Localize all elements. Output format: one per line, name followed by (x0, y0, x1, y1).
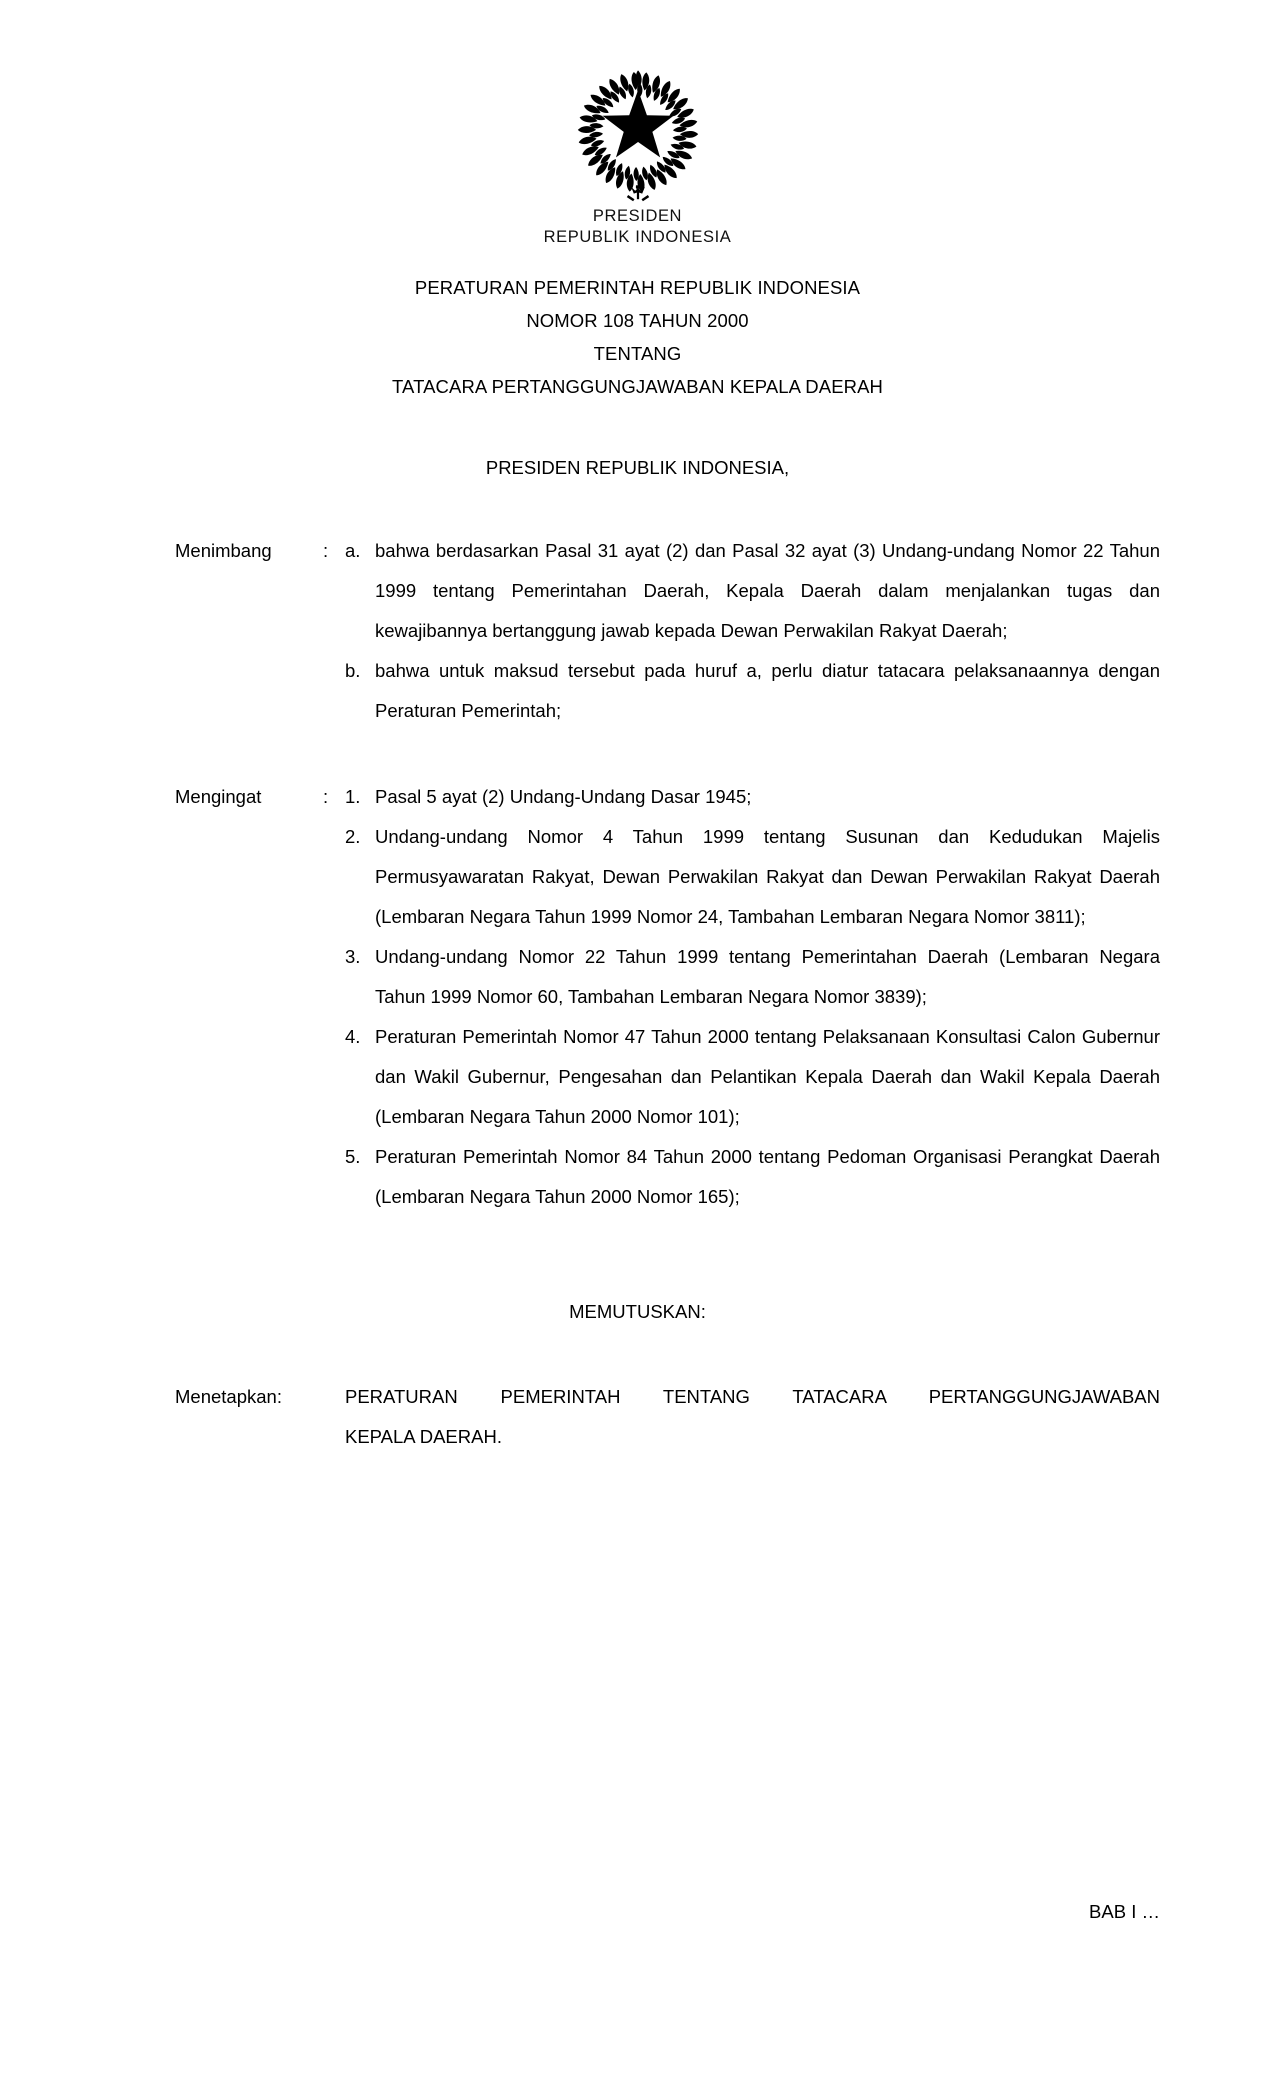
menetapkan-text (345, 1377, 1160, 1457)
list-item (345, 817, 1160, 937)
menetapkan-line-1: PERATURAN PEMERINTAH TENTANG TATACARA PERTANGGUNGJAWABAN (345, 1386, 1160, 1407)
item-marker: b. (345, 660, 361, 681)
emblem-caption-line-1: PRESIDEN (592, 207, 683, 225)
emblem-caption (0, 206, 1275, 248)
item-text: Undang-undang Nomor 22 Tahun 1999 tentang Pemerintahan Daerah (Lembaran Negara Tahun 1999 Nomor 60, Tambahan Lembaran Negara Nomor 3839); (375, 946, 1160, 1007)
mengingat-row (175, 777, 1160, 1217)
list-item (345, 651, 1160, 731)
item-marker: 5. (345, 1146, 361, 1167)
list-item (345, 937, 1160, 1017)
item-text: Peraturan Pemerintah Nomor 47 Tahun 2000 tentang Pelaksanaan Konsultasi Calon Gubernur dan Wakil Gubernur, Pengesahan dan Pelantikan Kepala Daerah dan Wakil Kepala Daerah (Lembaran Negara Tahun 2000 Nomor 101); (375, 1026, 1160, 1127)
list-item (345, 777, 1160, 817)
emblem-caption-line-2: REPUBLIK INDONESIA (543, 228, 732, 246)
emblem-block (0, 0, 1275, 248)
garuda-star-wreath-emblem (568, 62, 708, 202)
item-marker: 3. (345, 946, 361, 967)
menetapkan-label: Menetapkan: (175, 1386, 282, 1407)
item-marker: 1. (345, 786, 361, 807)
menimbang-label: Menimbang (175, 540, 272, 561)
title-about-keyword: TENTANG (593, 343, 682, 364)
item-text: Peraturan Pemerintah Nomor 84 Tahun 2000 tentang Pedoman Organisasi Perangkat Daerah (Lembaran Negara Tahun 2000 Nomor 165); (375, 1146, 1160, 1207)
item-text: Undang-undang Nomor 4 Tahun 1999 tentang Susunan dan Kedudukan Majelis Permusyawaratan Rakyat, Dewan Perwakilan Rakyat dan Dewan Perwakilan Rakyat Daerah (Lembaran Negara Tahun 1999 Nomor 24, Tambahan Lembaran Negara Nomor 3811); (375, 826, 1160, 927)
item-text: bahwa berdasarkan Pasal 31 ayat (2) dan Pasal 32 ayat (3) Undang-undang Nomor 22 Tahun 1999 tentang Pemerintahan Daerah, Kepala Daerah dalam menjalankan tugas dan kewajibannya bertanggung jawab kepada Dewan Perwakilan Rakyat Daerah; (375, 540, 1160, 641)
menimbang-row (175, 531, 1160, 731)
menimbang-section (0, 531, 1275, 731)
menimbang-items (345, 531, 1160, 731)
item-text: bahwa untuk maksud tersebut pada huruf a, perlu diatur tatacara pelaksanaannya dengan Peraturan Pemerintah; (375, 660, 1160, 721)
title-regulation-type: PERATURAN PEMERINTAH REPUBLIK INDONESIA (414, 277, 861, 298)
list-item (345, 531, 1160, 651)
document-title-block (0, 271, 1275, 403)
mengingat-label: Mengingat (175, 786, 262, 807)
title-subject: TATACARA PERTANGGUNGJAWABAN KEPALA DAERAH (391, 376, 884, 397)
item-marker: 4. (345, 1026, 361, 1047)
mengingat-items (345, 777, 1160, 1217)
menimbang-colon: : (323, 540, 329, 561)
item-text: Pasal 5 ayat (2) Undang-Undang Dasar 1945; (375, 786, 752, 807)
list-item (345, 1017, 1160, 1137)
item-marker: 2. (345, 826, 361, 847)
mengingat-section (0, 777, 1275, 1217)
list-item (345, 1137, 1160, 1217)
menetapkan-row (175, 1377, 1160, 1457)
title-number-year: NOMOR 108 TAHUN 2000 (526, 310, 749, 331)
item-marker: a. (345, 540, 361, 561)
page-continuation-note: BAB I … (1089, 1901, 1160, 1922)
issuing-authority: PRESIDEN REPUBLIK INDONESIA, (485, 457, 790, 478)
memutuskan-heading: MEMUTUSKAN: (569, 1301, 706, 1322)
menetapkan-line-2: KEPALA DAERAH. (345, 1426, 502, 1447)
mengingat-colon: : (323, 786, 329, 807)
menetapkan-section (0, 1377, 1275, 1457)
